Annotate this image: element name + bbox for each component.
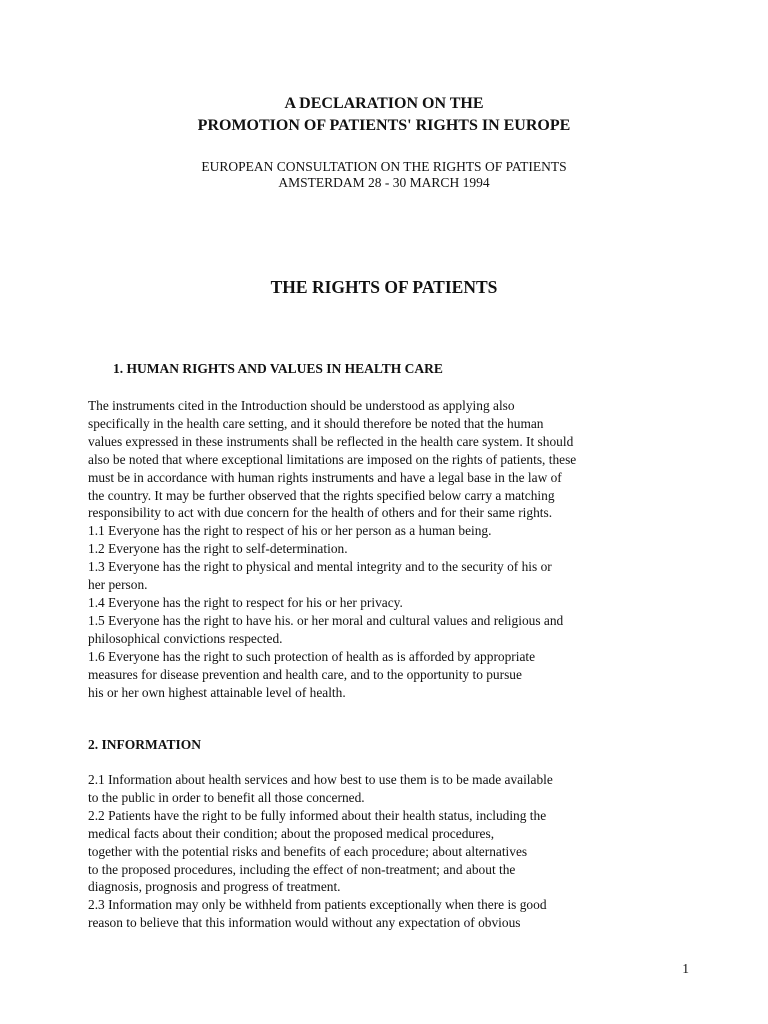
section-1-line: the country. It may be further observed that the rights specified below carry a matching bbox=[88, 487, 555, 503]
section-1-heading: 1. HUMAN RIGHTS AND VALUES IN HEALTH CARE bbox=[113, 361, 443, 376]
section-2-line: to the proposed procedures, including the effect of non-treatment; and about the bbox=[88, 861, 516, 877]
section-1-line: 1.3 Everyone has the right to physical and mental integrity and to the security of his or bbox=[88, 559, 552, 575]
section-1-line: specifically in the health care setting, and it should therefore be noted that the human bbox=[88, 415, 544, 431]
section-2-heading: 2. INFORMATION bbox=[88, 737, 201, 752]
section-1-line: 1.4 Everyone has the right to respect for his or her privacy. bbox=[88, 594, 403, 610]
section-1-line: must be in accordance with human rights instruments and have a legal base in the law of bbox=[88, 469, 562, 485]
main-heading: THE RIGHTS OF PATIENTS bbox=[270, 277, 498, 297]
section-1-line: 1.5 Everyone has the right to have his. or her moral and cultural values and religious and bbox=[88, 612, 564, 628]
section-2-line: medical facts about their condition; about the proposed medical procedures, bbox=[88, 825, 495, 841]
document-subtitle-line-1: EUROPEAN CONSULTATION ON THE RIGHTS OF PATIENTS bbox=[201, 159, 567, 174]
section-2-line: 2.2 Patients have the right to be fully informed about their health status, including the bbox=[88, 807, 547, 823]
section-1-line: measures for disease prevention and health care, and to the opportunity to pursue bbox=[88, 666, 522, 682]
section-1-line: his or her own highest attainable level of health. bbox=[88, 684, 346, 700]
section-1-line: her person. bbox=[88, 577, 148, 593]
page-number: 1 bbox=[682, 961, 689, 976]
section-1-line: The instruments cited in the Introduction should be understood as applying also bbox=[88, 398, 515, 413]
document-title-line-1: A DECLARATION ON THE bbox=[284, 95, 484, 112]
section-1-line: 1.2 Everyone has the right to self-determination. bbox=[88, 541, 348, 557]
section-2-line: diagnosis, prognosis and progress of treatment. bbox=[88, 879, 341, 895]
section-2-line: 2.3 Information may only be withheld from patients exceptionally when there is good bbox=[88, 897, 547, 913]
document-subtitle-line-2: AMSTERDAM 28 - 30 MARCH 1994 bbox=[278, 175, 490, 190]
document-title-line-2: PROMOTION OF PATIENTS' RIGHTS IN EUROPE bbox=[197, 117, 571, 134]
section-1-line: responsibility to act with due concern for the health of others and for their same rights. bbox=[88, 505, 553, 521]
section-2-line: together with the potential risks and benefits of each procedure; about alternatives bbox=[88, 843, 528, 859]
section-1-line: values expressed in these instruments shall be reflected in the health care system. It should bbox=[88, 433, 574, 449]
section-2-body bbox=[88, 771, 688, 932]
section-2-line: reason to believe that this information would without any expectation of obvious bbox=[88, 915, 521, 931]
section-2-line: 2.1 Information about health services and how best to use them is to be made available bbox=[88, 772, 553, 787]
section-1-line: 1.6 Everyone has the right to such protection of health as is afforded by appropriate bbox=[88, 648, 536, 664]
section-1-line: 1.1 Everyone has the right to respect of his or her person as a human being. bbox=[88, 523, 492, 539]
section-1-line: philosophical convictions respected. bbox=[88, 630, 283, 646]
section-1-body bbox=[88, 397, 688, 701]
section-2-line: to the public in order to benefit all those concerned. bbox=[88, 789, 365, 805]
section-1-line: also be noted that where exceptional limitations are imposed on the rights of patients, these bbox=[88, 451, 577, 467]
